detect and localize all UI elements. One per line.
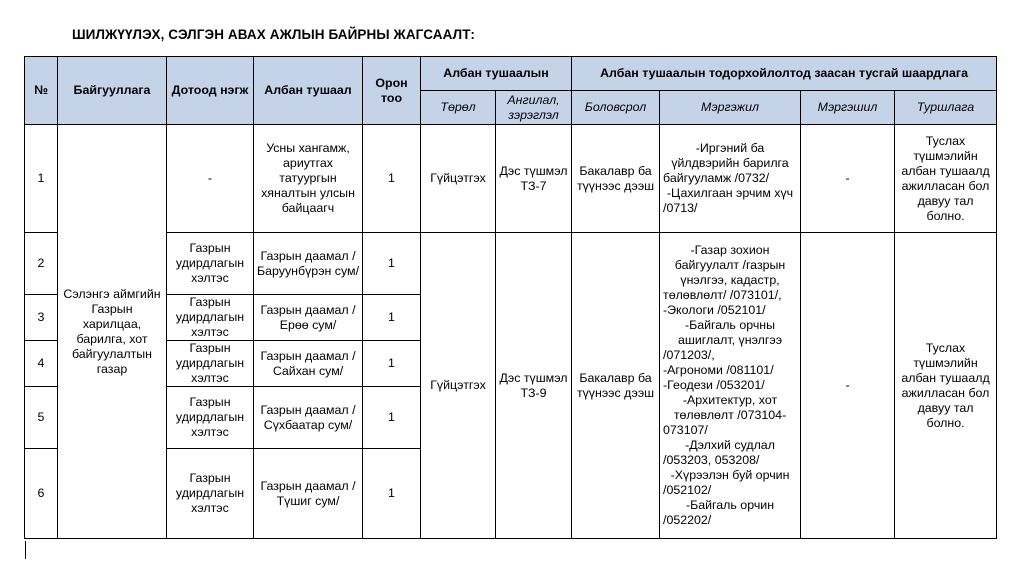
page-edge-marker bbox=[25, 541, 26, 559]
row-number: 2 bbox=[25, 233, 58, 295]
seats-cell: 1 bbox=[363, 449, 421, 539]
page-title: ШИЛЖҮҮЛЭХ, СЭЛГЭН АВАХ АЖЛЫН БАЙРНЫ ЖАГСААЛТ: bbox=[72, 27, 475, 42]
seats-cell: 1 bbox=[363, 233, 421, 295]
position-cell: Газрын даамал /Баруунбүрэн сум/ bbox=[254, 233, 363, 295]
unit-cell: - bbox=[167, 125, 254, 233]
unit-cell: Газрын удирдлагын хэлтэс bbox=[167, 449, 254, 539]
position-cell: Газрын даамал /Түшиг сум/ bbox=[254, 449, 363, 539]
seats-cell: 1 bbox=[363, 387, 421, 449]
profession-item: -Архитектур, хот төлөвлөлт /073104-073107/ bbox=[663, 393, 787, 437]
profession-item: -Газар зохион байгуулалт /газрын үнэлгээ, кадастр, төлөвлөлт/ /073101/, bbox=[663, 243, 786, 302]
position-cell: Газрын даамал /Сайхан сум/ bbox=[254, 341, 363, 387]
header-education: Боловсрол bbox=[572, 91, 660, 125]
profession-cell bbox=[660, 233, 801, 539]
seats-cell: 1 bbox=[363, 125, 421, 233]
row-number: 4 bbox=[25, 341, 58, 387]
header-experience: Туршлага bbox=[895, 91, 997, 125]
profession-item: -Геодези /053201/ bbox=[663, 378, 765, 392]
header-position: Албан тушаал bbox=[254, 57, 363, 125]
profession-item: -Экологи /052101/ bbox=[663, 303, 766, 317]
header-organization: Байгууллага bbox=[58, 57, 167, 125]
profession-item: -Дэлхий судлал /053203, 053208/ bbox=[663, 438, 775, 467]
position-cell: Усны хангамж, ариутгах татуургын хяналтын улсын байцаагч bbox=[254, 125, 363, 233]
profession-item: -Хүрээлэн буй орчин /052102/ bbox=[663, 468, 790, 497]
header-rank: Ангилал, зэрэглэл bbox=[496, 91, 572, 125]
header-profession: Мэргэжил bbox=[660, 91, 801, 125]
header-type: Төрөл bbox=[421, 91, 496, 125]
profession-item: -Иргэний ба үйлдвэрийн барилга байгууламж /0732/ bbox=[663, 141, 789, 185]
profession-item: -Агрономи /081101/ bbox=[663, 363, 774, 377]
table-row bbox=[25, 233, 997, 295]
rank-cell: Дэс түшмэл ТЗ-9 bbox=[496, 233, 572, 539]
table-row bbox=[25, 125, 997, 233]
experience-cell: Туслах түшмэлийн албан тушаалд ажилласан бол давуу тал болно. bbox=[895, 233, 997, 539]
experience-cell: Туслах түшмэлийн албан тушаалд ажилласан бол давуу тал болно. bbox=[895, 125, 997, 233]
organization-cell: Сэлэнгэ аймгийн Газрын харилцаа, барилга, хот байгуулалтын газар bbox=[58, 125, 167, 539]
position-cell: Газрын даамал /Ерөө сум/ bbox=[254, 295, 363, 341]
header-no: № bbox=[25, 57, 58, 125]
profession-item: -Байгаль орчны ашиглалт, үнэлгээ /071203/, bbox=[663, 318, 783, 362]
row-number: 1 bbox=[25, 125, 58, 233]
position-cell: Газрын даамал /Сүхбаатар сум/ bbox=[254, 387, 363, 449]
skill-cell: - bbox=[801, 233, 895, 539]
unit-cell: Газрын удирдлагын хэлтэс bbox=[167, 233, 254, 295]
rank-cell: Дэс түшмэл ТЗ-7 bbox=[496, 125, 572, 233]
header-seats: Орон тоо bbox=[363, 57, 421, 125]
profession-item: -Байгаль орчин /052202/ bbox=[663, 498, 775, 527]
education-cell: Бакалавр ба түүнээс дээш bbox=[572, 125, 660, 233]
unit-cell: Газрын удирдлагын хэлтэс bbox=[167, 295, 254, 341]
type-cell: Гүйцэтгэх bbox=[421, 125, 496, 233]
skill-cell: - bbox=[801, 125, 895, 233]
vacancy-table bbox=[24, 56, 997, 539]
type-cell: Гүйцэтгэх bbox=[421, 233, 496, 539]
education-cell: Бакалавр ба түүнээс дээш bbox=[572, 233, 660, 539]
profession-cell bbox=[660, 125, 801, 233]
header-skill: Мэргэшил bbox=[801, 91, 895, 125]
seats-cell: 1 bbox=[363, 341, 421, 387]
row-number: 3 bbox=[25, 295, 58, 341]
unit-cell: Газрын удирдлагын хэлтэс bbox=[167, 387, 254, 449]
header-unit: Дотоод нэгж bbox=[167, 57, 254, 125]
seats-cell: 1 bbox=[363, 295, 421, 341]
header-requirements-group: Албан тушаалын тодорхойлолтод заасан тусгай шаардлага bbox=[572, 57, 997, 91]
profession-item: -Цахилгаан эрчим хүч /0713/ bbox=[663, 186, 794, 215]
row-number: 5 bbox=[25, 387, 58, 449]
unit-cell: Газрын удирдлагын хэлтэс bbox=[167, 341, 254, 387]
row-number: 6 bbox=[25, 449, 58, 539]
header-position-group: Албан тушаалын bbox=[421, 57, 572, 91]
